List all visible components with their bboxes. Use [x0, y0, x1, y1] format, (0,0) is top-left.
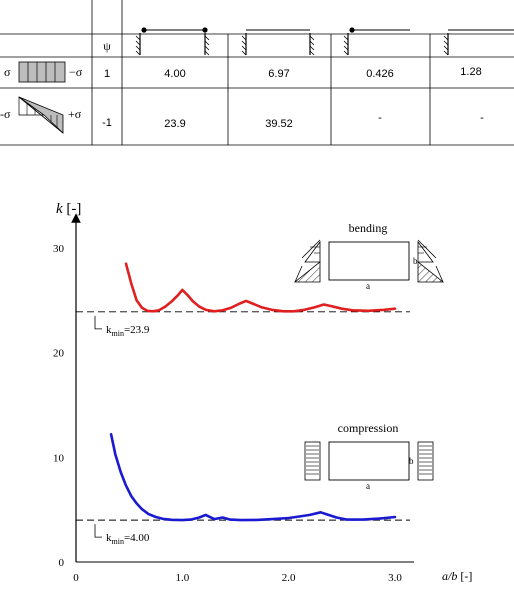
row2-value-2: 39.52: [265, 118, 293, 130]
uniform-stress-block-icon: [19, 62, 65, 82]
y-tick-label: 20: [53, 347, 64, 360]
x-axis-label-symbol: a/b: [442, 569, 458, 583]
buckling-coefficient-table: [0, 0, 514, 145]
row2-value-1: 23.9: [164, 118, 186, 130]
bending-label: bending: [348, 221, 388, 235]
x-axis-label: [442, 569, 472, 583]
compression-label: compression: [337, 421, 399, 435]
boundary-condition-icon-1: [136, 27, 209, 55]
x-tick-label: 3.0: [388, 572, 402, 584]
kmin-label: $k_{min}=4.00$: [106, 532, 150, 547]
psi-header: ψ: [103, 39, 111, 53]
bending-plate-a: a: [366, 281, 370, 291]
x-tick-label: 2.0: [281, 572, 296, 584]
row1-stress-left: σ: [4, 65, 11, 79]
row2-stress-right: +σ: [68, 107, 82, 121]
row2-value-3: -: [378, 112, 382, 124]
y-tick-label: 30: [53, 243, 64, 255]
row1-stress-right: −σ: [69, 65, 83, 79]
row2-value-4: -: [480, 112, 484, 124]
y-tick-label: 10: [53, 452, 64, 465]
bending-plate-b: b: [413, 256, 418, 266]
bending-plate-icon: [295, 221, 443, 291]
x-axis-label-unit: [-]: [457, 569, 473, 583]
compression-plate-b: b: [409, 456, 414, 466]
compression-plate-icon: [305, 421, 433, 491]
x-tick-labels: [73, 572, 402, 584]
x-tick-label: 1.0: [175, 572, 190, 584]
kmin-label: $k_{min}=23.9$: [106, 323, 150, 338]
row2-stress-left: -σ: [0, 107, 11, 121]
kmin-leader: [95, 316, 102, 329]
row1-psi: 1: [103, 68, 111, 80]
bending-stress-block-icon: [19, 97, 63, 133]
row1-value-4: 1.28: [460, 66, 482, 78]
row2-psi: -1: [102, 117, 112, 129]
y-axis-label: [56, 201, 81, 217]
y-tick-labels: [53, 243, 65, 569]
x-tick-label: 0: [73, 572, 79, 584]
y-tick-label: 0: [58, 557, 64, 569]
row1-value-3: 0.426: [366, 68, 394, 80]
compression-plate-a: a: [366, 481, 370, 491]
y-axis-label-symbol: k: [56, 201, 63, 217]
buckling-chart: [53, 201, 472, 584]
boundary-condition-icon-3: [344, 27, 410, 55]
kmin-leader: [95, 524, 102, 537]
row1-value-2: 6.97: [268, 68, 290, 80]
series-lines: [111, 264, 395, 520]
row1-value-1: 4.00: [164, 68, 186, 80]
y-axis-label-unit: [-]: [62, 201, 82, 217]
